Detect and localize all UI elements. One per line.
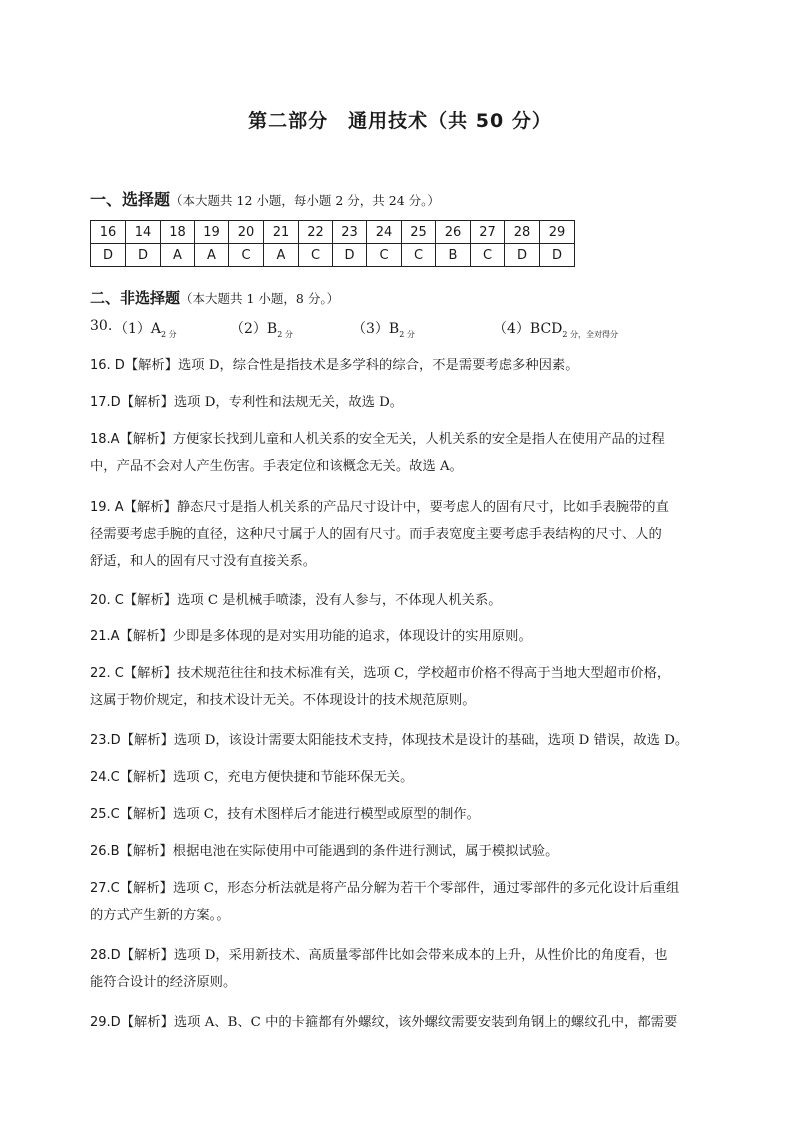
- answer-cell: D: [505, 244, 540, 267]
- question-number-cell: 29: [540, 221, 575, 244]
- question-number-cell: 24: [367, 221, 402, 244]
- answer-table-answer-row: [91, 244, 575, 267]
- explanation-26: [90, 838, 730, 865]
- explanation-29: [90, 1009, 730, 1036]
- explanation-number: 23.D: [90, 733, 121, 748]
- q30-part-4: [493, 318, 618, 340]
- explanation-text: 【解析】静态尺寸是指人机关系的产品尺寸设计中，要考虑人的固有尺寸，比如手表腕带的直: [123, 500, 669, 515]
- question-number-cell: 20: [229, 221, 264, 244]
- explanation-text: 【解析】选项 C，充电方便快捷和节能环保无关。: [119, 770, 414, 785]
- q30-part-1-score: 2 分: [161, 329, 177, 339]
- explanation-number: 21.A: [90, 629, 120, 644]
- q30-part-2: [230, 318, 293, 340]
- section2-note: （本大题共 1 小题，8 分。）: [180, 291, 340, 306]
- question-number-cell: 27: [471, 221, 505, 244]
- q30-part-4-score: 2 分，全对得分: [562, 329, 619, 339]
- answer-cell: C: [229, 244, 264, 267]
- explanation-text: 【解析】少即是多体现的是对实用功能的追求，体现设计的实用原则。: [119, 629, 532, 644]
- question-30-answers: [90, 318, 730, 342]
- explanation-text: 的方式产生新的方案。。: [90, 908, 230, 923]
- explanation-number: 19. A: [90, 500, 124, 515]
- question-number-cell: 16: [91, 221, 126, 244]
- explanation-text: 舒适，和人的固有尺寸没有直接关系。: [90, 554, 317, 569]
- section1-note: （本大题共 12 小题，每小题 2 分，共 24 分。）: [170, 193, 440, 208]
- answer-cell: B: [436, 244, 471, 267]
- explanation-text: 【解析】方便家长找到儿童和人机关系的安全无关，人机关系的安全是指人在使用产品的过程: [119, 432, 665, 447]
- explanation-text: 能符合设计的经济原则。: [90, 975, 237, 990]
- section1-header: [90, 187, 440, 210]
- explanation-21: [90, 623, 730, 650]
- q30-part-3: [352, 318, 415, 340]
- answer-cell: D: [126, 244, 161, 267]
- explanation-number: 22. C: [90, 666, 124, 681]
- explanation-text: 径需要考虑手腕的直径，这种尺寸属于人的固有尺寸。而手表宽度主要考虑手表结构的尺寸、人的: [90, 527, 662, 542]
- explanation-text: 【解析】根据电池在实际使用中可能遇到的条件进行测试，属于模拟试验。: [119, 844, 559, 859]
- explanation-text: 这属于物价规定，和技术设计无关。不体现设计的技术规范原则。: [90, 693, 476, 708]
- answer-cell: C: [299, 244, 333, 267]
- explanation-22: [90, 660, 730, 714]
- explanation-number: 20. C: [90, 593, 124, 608]
- answer-cell: D: [333, 244, 367, 267]
- explanation-28: [90, 942, 730, 996]
- answer-cell: D: [540, 244, 575, 267]
- explanation-number: 25.C: [90, 807, 120, 822]
- explanation-text: 【解析】选项 D，采用新技术、高质量零部件比如会带来成本的上升，从性价比的角度看，也: [120, 948, 668, 963]
- explanation-number: 18.A: [90, 432, 120, 447]
- page-title: 第二部分 通用技术（共 50 分）: [248, 110, 552, 132]
- q30-part-1: [114, 318, 177, 340]
- explanation-number: 17.D: [90, 395, 121, 410]
- q30-part-3-score: 2 分: [399, 329, 415, 339]
- explanation-number: 24.C: [90, 770, 120, 785]
- q30-part-2-answer: （2）B: [230, 321, 278, 337]
- answer-cell: A: [195, 244, 229, 267]
- q30-part-3-answer: （3）B: [352, 321, 400, 337]
- explanation-text: 【解析】选项 A、B、C 中的卡箍都有外螺纹，该外螺纹需要安装到角钢上的螺纹孔中，都需要: [120, 1015, 678, 1030]
- q30-label: 30.: [90, 318, 113, 334]
- explanation-25: [90, 801, 730, 828]
- question-number-cell: 23: [333, 221, 367, 244]
- answer-cell: A: [161, 244, 195, 267]
- explanation-text: 中，产品不会对人产生伤害。手表定位和该概念无关。故选 A。: [90, 459, 463, 474]
- question-number-cell: 21: [264, 221, 299, 244]
- question-number-cell: 19: [195, 221, 229, 244]
- explanation-number: 29.D: [90, 1015, 121, 1030]
- answer-cell: A: [264, 244, 299, 267]
- explanation-23: [90, 727, 730, 754]
- answer-cell: C: [402, 244, 436, 267]
- section2-heading: 二、非选择题: [90, 289, 181, 307]
- answer-cell: C: [471, 244, 505, 267]
- question-number-cell: 18: [161, 221, 195, 244]
- explanation-number: 16. D: [90, 358, 125, 373]
- explanation-text: 【解析】选项 C，技有术图样后才能进行模型或原型的制作。: [119, 807, 480, 822]
- explanation-number: 27.C: [90, 881, 120, 896]
- question-number-cell: 28: [505, 221, 540, 244]
- answer-table: [90, 220, 575, 267]
- explanation-text: 【解析】选项 C 是机械手喷漆，没有人参与，不体现人机关系。: [123, 593, 502, 608]
- explanation-text: 【解析】选项 D，综合性是指技术是多学科的综合，不是需要考虑多种因素。: [124, 358, 579, 373]
- question-number-cell: 26: [436, 221, 471, 244]
- section1-heading: 一、选择题: [90, 190, 171, 209]
- q30-part-4-answer: （4）BCD: [493, 321, 563, 337]
- explanation-20: [90, 587, 730, 614]
- explanation-19: [90, 494, 730, 575]
- explanation-text: 【解析】选项 D，该设计需要太阳能技术支持，体现技术是设计的基础，选项 D 错误，故选 D。: [120, 733, 689, 748]
- q30-part-1-answer: （1）A: [114, 321, 162, 337]
- explanation-number: 28.D: [90, 948, 121, 963]
- explanation-text: 【解析】选项 D，专利性和法规无关，故选 D。: [120, 395, 404, 410]
- explanation-24: [90, 764, 730, 791]
- explanation-17: [90, 389, 730, 416]
- question-number-cell: 22: [299, 221, 333, 244]
- answer-cell: D: [91, 244, 126, 267]
- explanation-number: 26.B: [90, 844, 120, 859]
- explanation-18: [90, 426, 730, 480]
- answer-cell: C: [367, 244, 402, 267]
- explanation-text: 【解析】技术规范往往和技术标准有关，选项 C，学校超市价格不得高于当地大型超市价格，: [123, 666, 671, 681]
- q30-part-2-score: 2 分: [277, 329, 293, 339]
- question-number-cell: 14: [126, 221, 161, 244]
- question-number-cell: 25: [402, 221, 436, 244]
- section2-header: [90, 287, 339, 308]
- answer-table-number-row: [91, 221, 575, 244]
- explanation-16: [90, 352, 730, 379]
- explanation-27: [90, 875, 730, 929]
- explanation-text: 【解析】选项 C，形态分析法就是将产品分解为若干个零部件，通过零部件的多元化设计后重组: [119, 881, 680, 896]
